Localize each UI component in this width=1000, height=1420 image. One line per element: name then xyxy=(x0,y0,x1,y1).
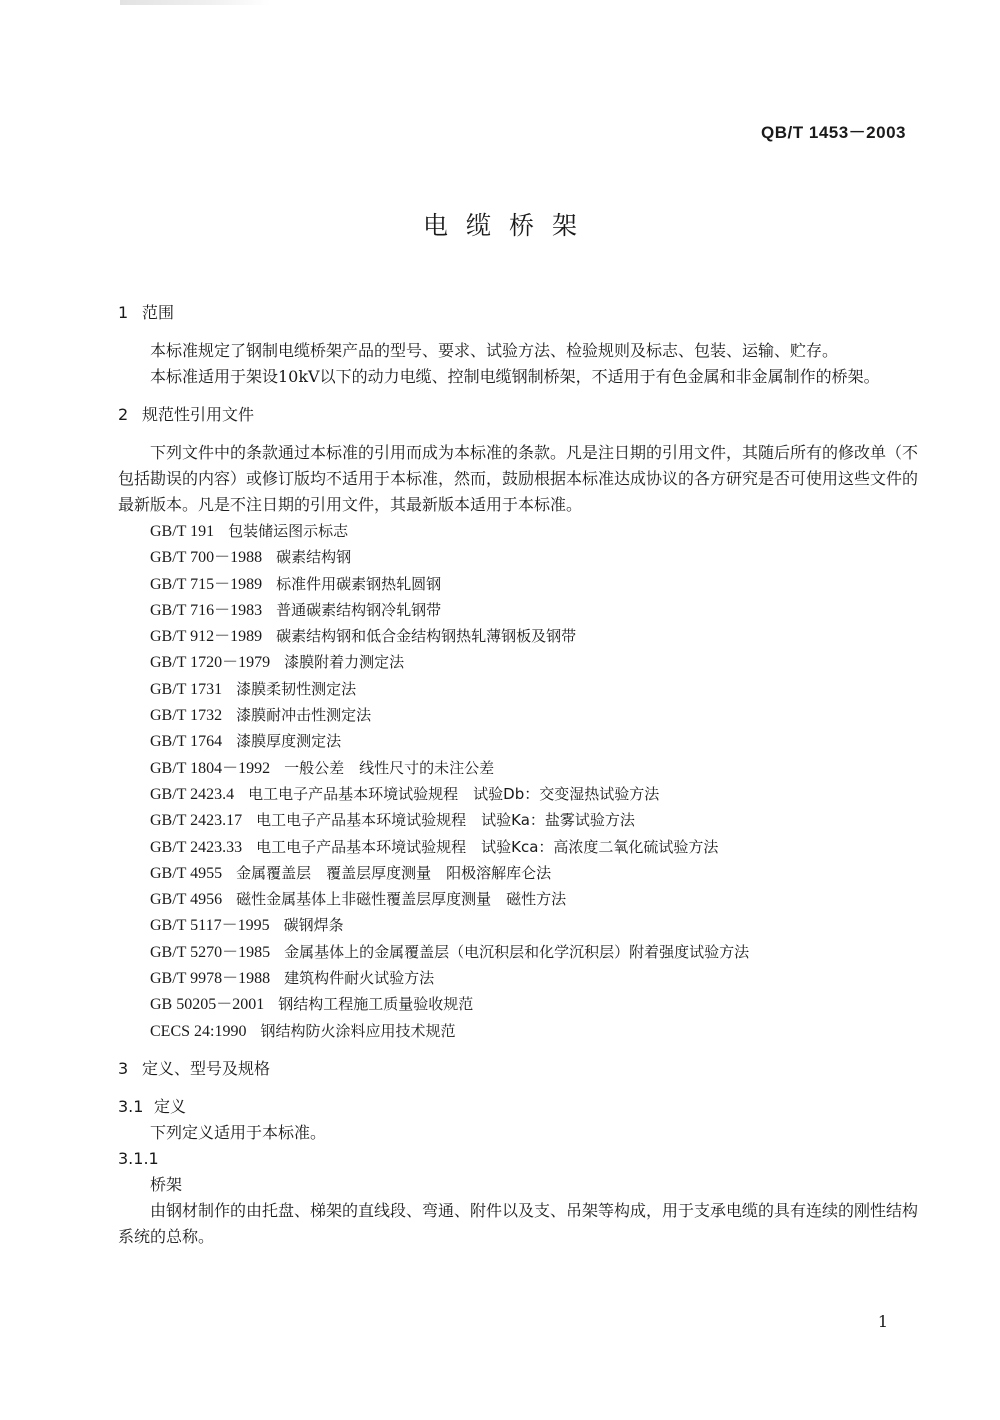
section-number: 1 xyxy=(118,303,129,322)
reference-title: 电工电子产品基本环境试验规程 试验Db：交变湿热试验方法 xyxy=(248,784,660,803)
reference-code: GB/T 5117－1995 xyxy=(150,917,270,935)
standard-number: QB/T 1453－2003 xyxy=(761,123,906,142)
clause-3-1-1-number xyxy=(118,1146,918,1172)
reference-title: 标准件用碳素钢热轧圆钢 xyxy=(276,574,442,593)
reference-item xyxy=(150,886,918,912)
term-name: 桥架 xyxy=(150,1174,183,1194)
reference-code: GB/T 2423.33 xyxy=(150,838,243,856)
reference-item xyxy=(150,597,918,623)
reference-code: GB/T 1804－1992 xyxy=(150,759,271,777)
reference-title: 漆膜耐冲击性测定法 xyxy=(236,706,372,725)
reference-item xyxy=(150,807,918,833)
section-3-heading xyxy=(118,1056,918,1082)
reference-code: GB/T 715－1989 xyxy=(150,575,263,593)
section-1-paragraph: 本标准适用于架设10kV以下的动力电缆、控制电缆钢制桥架，不适用于有色金属和非金属制作的桥架。 xyxy=(150,367,880,386)
reference-code: GB/T 1731 xyxy=(150,680,223,698)
reference-title: 建筑构件耐火试验方法 xyxy=(284,969,435,988)
reference-list xyxy=(118,518,918,1044)
reference-item xyxy=(150,702,918,728)
reference-code: GB/T 1732 xyxy=(150,707,223,725)
reference-code: GB/T 4955 xyxy=(150,864,223,882)
reference-item xyxy=(150,781,918,807)
section-2-intro: 下列文件中的条款通过本标准的引用而成为本标准的条款。凡是注日期的引用文件，其随后所有的修改单（不包括勘误的内容）或修订版均不适用于本标准，然而，鼓励根据本标准达成协议的各方研究是否可使用这些文件的最新版本。凡是不注日期的引用文件，其最新版本适用于本标准。 xyxy=(118,443,919,514)
reference-title: 碳素结构钢和低合金结构钢热轧薄钢板及钢带 xyxy=(276,627,577,646)
reference-title: 包装储运图示标志 xyxy=(228,522,349,540)
clause-3-1-text: 下列定义适用于本标准。 xyxy=(150,1122,327,1142)
reference-item xyxy=(150,834,918,860)
section-number: 2 xyxy=(118,405,129,424)
reference-title: 一般公差 线性尺寸的未注公差 xyxy=(284,758,495,777)
reference-code: GB/T 2423.4 xyxy=(150,785,235,803)
reference-code: GB/T 1720－1979 xyxy=(150,654,271,672)
reference-item xyxy=(150,1018,918,1044)
reference-code: CECS 24:1990 xyxy=(150,1022,247,1040)
reference-code: GB 50205－2001 xyxy=(150,996,265,1014)
reference-code: GB/T 191 xyxy=(150,523,215,540)
clause-3-1-heading xyxy=(118,1094,918,1120)
reference-title: 电工电子产品基本环境试验规程 试验Ka：盐雾试验方法 xyxy=(256,811,635,830)
reference-title: 漆膜附着力测定法 xyxy=(284,653,405,672)
reference-title: 钢结构工程施工质量验收规范 xyxy=(278,995,474,1014)
reference-code: GB/T 4956 xyxy=(150,891,223,909)
reference-title: 普通碳素结构钢冷轧钢带 xyxy=(276,600,442,619)
clause-title: 定义 xyxy=(154,1096,187,1116)
reference-item xyxy=(150,991,918,1017)
section-title: 范围 xyxy=(142,303,175,322)
document-title: 电缆桥架 xyxy=(422,211,595,240)
reference-item xyxy=(150,571,918,597)
reference-title: 电工电子产品基本环境试验规程 试验Kca：高浓度二氧化硫试验方法 xyxy=(256,837,719,856)
reference-title: 碳钢焊条 xyxy=(283,916,344,935)
reference-code: GB/T 5270－1985 xyxy=(150,943,271,961)
reference-item xyxy=(150,965,918,991)
reference-item xyxy=(150,755,918,781)
reference-item xyxy=(150,544,918,570)
reference-item xyxy=(150,912,918,938)
reference-code: GB/T 2423.17 xyxy=(150,812,243,830)
reference-code: GB/T 912－1989 xyxy=(150,628,263,646)
clause-number: 3.1.1 xyxy=(118,1148,159,1168)
reference-item xyxy=(150,860,918,886)
reference-item xyxy=(150,939,918,965)
clause-number: 3.1 xyxy=(118,1096,144,1116)
reference-item xyxy=(150,623,918,649)
reference-title: 金属基体上的金属覆盖层（电沉积层和化学沉积层）附着强度试验方法 xyxy=(284,942,750,961)
reference-title: 漆膜厚度测定法 xyxy=(236,732,342,751)
reference-title: 碳素结构钢 xyxy=(276,548,352,567)
section-2-heading xyxy=(118,402,918,428)
reference-code: GB/T 700－1988 xyxy=(150,549,263,567)
reference-code: GB/T 1764 xyxy=(150,733,223,751)
scan-artifact xyxy=(120,0,270,5)
section-title: 定义、型号及规格 xyxy=(142,1058,271,1078)
reference-item xyxy=(150,518,918,544)
section-1-paragraph: 本标准规定了钢制电缆桥架产品的型号、要求、试验方法、检验规则及标志、包装、运输、贮存。 xyxy=(150,341,839,360)
document-body xyxy=(118,300,918,1250)
reference-code: GB/T 716－1983 xyxy=(150,601,263,619)
reference-title: 金属覆盖层 覆盖层厚度测量 阳极溶解库仑法 xyxy=(236,863,552,882)
reference-code: GB/T 9978－1988 xyxy=(150,970,271,988)
section-title: 规范性引用文件 xyxy=(142,405,255,424)
reference-title: 钢结构防火涂料应用技术规范 xyxy=(260,1021,456,1040)
page-number: 1 xyxy=(877,1312,888,1331)
term-definition: 由钢材制作的由托盘、梯架的直线段、弯通、附件以及支、吊架等构成，用于支承电缆的具有连续的刚性结构系统的总称。 xyxy=(118,1200,919,1246)
reference-title: 磁性金属基体上非磁性覆盖层厚度测量 磁性方法 xyxy=(236,890,567,909)
section-number: 3 xyxy=(118,1058,129,1078)
reference-title: 漆膜柔韧性测定法 xyxy=(236,679,357,698)
reference-item xyxy=(150,728,918,754)
section-1-heading xyxy=(118,300,918,326)
reference-item xyxy=(150,649,918,675)
reference-item xyxy=(150,676,918,702)
